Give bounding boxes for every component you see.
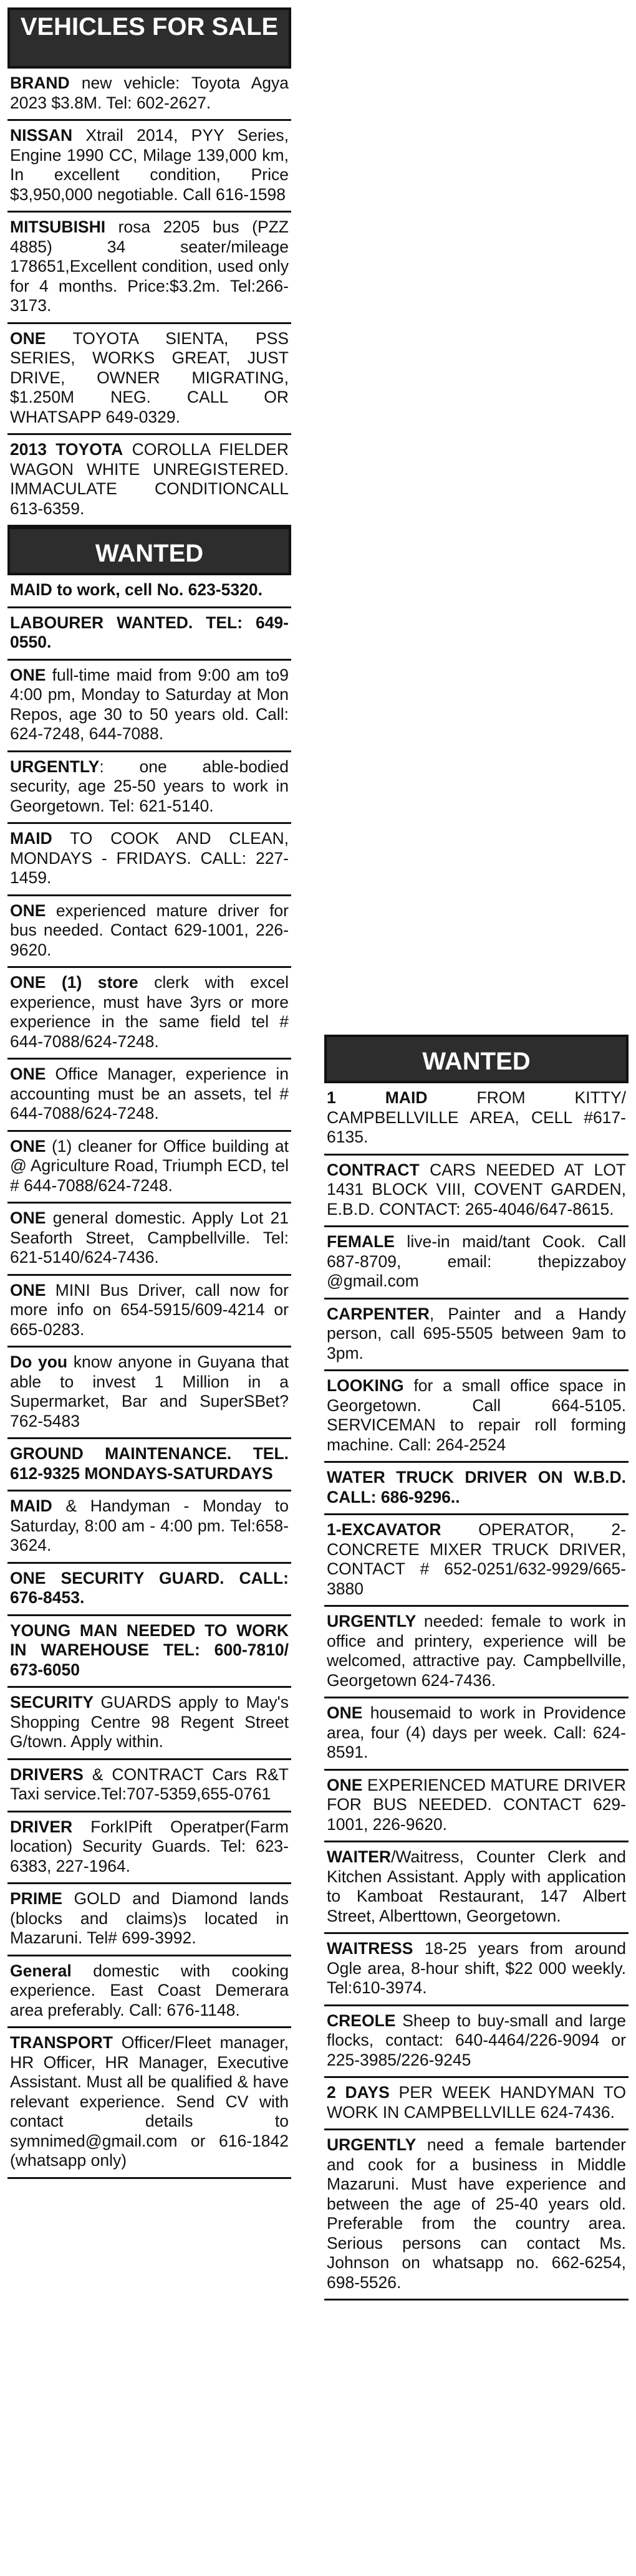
- classified-ad: [7, 1688, 291, 1760]
- ad-lead: ONE: [10, 1280, 46, 1300]
- ad-lead: DRIVERS: [10, 1764, 84, 1784]
- ad-text: needed: female to work in office and printery, experience will be welcomed, attractive pay. Campbellville, Georgetown 624-7436.: [327, 1612, 626, 1690]
- classified-ad: [7, 608, 291, 661]
- ad-lead: ONE: [10, 1065, 46, 1083]
- ad-lead: ONE: [327, 1775, 363, 1794]
- classified-ad: [7, 1060, 291, 1132]
- classified-ad: [7, 824, 291, 896]
- classified-ad: [7, 1564, 291, 1616]
- ad-lead: BRAND: [10, 74, 70, 92]
- classified-ad: [7, 1884, 291, 1956]
- ad-lead: ONE: [10, 1136, 46, 1156]
- classified-ad: [7, 324, 291, 436]
- classified-ad: [7, 435, 291, 527]
- classified-ad: [324, 1463, 629, 1515]
- wanted-header-right: WANTED: [324, 1035, 629, 1083]
- ad-text: live-in maid/tant Cook. Call 687-8709, email: thepizzaboy @gmail.com: [327, 1232, 626, 1290]
- classified-ad: [324, 1083, 629, 1156]
- ad-lead: NISSAN: [10, 126, 73, 145]
- classified-ad: [7, 896, 291, 969]
- ad-lead: URGENTLY: [327, 2135, 417, 2154]
- classified-ad: [324, 1227, 629, 1300]
- ad-text: & CONTRACT Cars R&T Taxi service.Tel:707-5359,655-0761: [10, 1764, 289, 1803]
- classified-ad: [324, 1698, 629, 1771]
- classified-ad: [7, 968, 291, 1060]
- wanted-header-left: WANTED: [7, 527, 291, 575]
- ad-lead: URGENTLY: [10, 757, 100, 776]
- classified-ad: [324, 2006, 629, 2079]
- ad-text: GROUND MAINTENANCE. TEL. 612-9325 MONDAYS-SATURDAYS: [10, 1444, 289, 1483]
- ad-text: rosa 2205 bus (PZZ 4885) 34 seater/mileage 178651,Excellent condition, used only for 4 months. Price:$3.2m. Tel:266-3173.: [10, 218, 289, 315]
- classified-ad: [324, 1371, 629, 1463]
- ad-text: full-time maid from 9:00 am to9 4:00 pm, Monday to Saturday at Mon Repos, age 30 to 50 years old. Call: 624-7248, 644-7088.: [10, 665, 289, 743]
- classified-ad: [7, 1491, 291, 1564]
- ad-text: (1) cleaner for Office building at @ Agriculture Road, Triumph ECD, tel # 644-7088/624-7248.: [10, 1136, 289, 1195]
- ad-text: MINI Bus Driver, call now for more info on 654-5915/609-4214 or 665-0283.: [10, 1280, 289, 1339]
- ad-lead: CREOLE: [327, 2011, 396, 2030]
- ad-text: & Handyman - Monday to Saturday, 8:00 am - 4:00 pm. Tel:658-3624.: [10, 1496, 289, 1554]
- classified-ad: [7, 213, 291, 324]
- classified-ad: [7, 1276, 291, 1348]
- ad-text: Officer/Fleet manager, HR Officer, HR Manager, Executive Assistant. Must all be qualified & have relevant experience. Send CV with contact details to symnimed@gmail.com or 616-1842 (whatsapp only): [10, 2033, 289, 2170]
- ad-lead: ONE: [327, 1703, 363, 1722]
- classified-ad: [7, 752, 291, 825]
- ad-lead: FEMALE: [327, 1232, 395, 1251]
- ad-lead: MAID: [10, 829, 52, 848]
- ad-text: ForkIPift Operatper(Farm location) Security Guards. Tel: 623-6383, 227-1964.: [10, 1817, 289, 1875]
- ad-text: general domestic. Apply Lot 21 Seaforth Street, Campbellville. Tel: 621-5140/624-7436.: [10, 1209, 289, 1266]
- ad-lead: CARPENTER: [327, 1304, 430, 1323]
- ad-text: new vehicle: Toyota Agya 2023 $3.8M. Tel: 602-2627.: [10, 74, 289, 112]
- ad-lead: SECURITY: [10, 1693, 94, 1712]
- ad-text: experienced mature driver for bus needed. Contact 629-1001, 226-9620.: [10, 901, 289, 959]
- ad-text: need a female bartender and cook for a business in Middle Mazaruni. Must have experience and between the age of 25-40 years old. Preferable from the country area. Serious persons can contact Ms. Johnson on whatsapp no. 662-6254, 698-5526.: [327, 2135, 626, 2292]
- classified-ad: [324, 1515, 629, 1607]
- classified-ad: [7, 1956, 291, 2029]
- ad-text: housemaid to work in Providence area, four (4) days per week. Call: 624-8591.: [327, 1703, 626, 1761]
- ad-text: domestic with cooking experience. East Coast Demerara area preferably. Call: 676-1148.: [10, 1961, 289, 2019]
- ad-text: WATER TRUCK DRIVER ON W.B.D. CALL: 686-9296..: [327, 1468, 626, 1506]
- right-column: [324, 1035, 629, 2301]
- ad-text: EXPERIENCED MATURE DRIVER FOR BUS NEEDED. CONTACT 629-1001, 226-9620.: [327, 1775, 626, 1834]
- classified-ad: [7, 1439, 291, 1491]
- classified-ad: [324, 1771, 629, 1843]
- ad-lead: ONE (1) store: [10, 973, 138, 992]
- classified-ad: [7, 1616, 291, 1688]
- classified-ad: [7, 2028, 291, 2179]
- ad-text: TOYOTA SIENTA, PSS SERIES, WORKS GREAT, JUST DRIVE, OWNER MIGRATING, $1.250M NEG. CALL OR WHATSAPP 649-0329.: [10, 328, 289, 426]
- ad-lead: 1-EXCAVATOR: [327, 1520, 441, 1539]
- ad-lead: 1 MAID: [327, 1088, 428, 1107]
- classified-ad: [7, 1204, 291, 1276]
- ad-lead: TRANSPORT: [10, 2033, 113, 2052]
- ad-lead: ONE: [10, 1209, 46, 1227]
- ad-text: clerk with excel experience, must have 3yrs or more experience in the same field tel # 644-7088/624-7248.: [10, 973, 289, 1051]
- ad-text: YOUNG MAN NEEDED TO WORK IN WAREHOUSE TEL: 600-7810/ 673-6050: [10, 1621, 289, 1679]
- classified-ad: [7, 1132, 291, 1204]
- wanted-list-right: [324, 1083, 629, 2301]
- ad-text: FROM KITTY/ CAMPBELLVILLE AREA, CELL #617-6135.: [327, 1088, 626, 1146]
- ad-lead: 2013 TOYOTA: [10, 440, 123, 459]
- classified-ad: [324, 2078, 629, 2130]
- ad-text: PER WEEK HANDYMAN TO WORK IN CAMPBELLVILLE 624-7436.: [327, 2083, 627, 2122]
- ad-text: CARS NEEDED AT LOT 1431 BLOCK VIII, COVENT GARDEN, E.B.D. CONTACT: 265-4046/647-8615.: [327, 1160, 626, 1219]
- ad-text: /Waitress, Counter Clerk and Kitchen Assistant. Apply with application to Kamboat Restaurant, 147 Albert Street, Alberttown, Georgetown.: [327, 1847, 626, 1925]
- ad-text: GUARDS apply to May's Shopping Centre 98 Regent Street G/town. Apply within.: [10, 1693, 289, 1751]
- ad-lead: ONE: [10, 901, 46, 920]
- ad-lead: PRIME: [10, 1889, 62, 1908]
- ad-lead: MITSUBISHI: [10, 218, 106, 236]
- ad-text: know anyone in Guyana that able to invest 1 Million in a Supermarket, Bar and SuperSBet? 762-5483: [10, 1353, 289, 1430]
- classified-ad: [7, 69, 291, 121]
- classified-ad: [324, 1842, 629, 1934]
- classified-ad: [7, 575, 291, 608]
- classified-ad: [324, 1607, 629, 1698]
- ad-text: MAID to work, cell No. 623-5320.: [10, 580, 263, 599]
- classified-ad: [7, 1348, 291, 1439]
- ad-text: TO COOK AND CLEAN, MONDAYS - FRIDAYS. CALL: 227-1459.: [10, 829, 289, 887]
- classified-ad: [324, 1300, 629, 1372]
- ad-text: ONE SECURITY GUARD. CALL: 676-8453.: [10, 1568, 289, 1607]
- ad-lead: ONE: [10, 328, 46, 348]
- classified-ad: [324, 1934, 629, 2006]
- ad-lead: ONE: [10, 665, 46, 684]
- ad-text: COROLLA FIELDER WAGON WHITE UNREGISTERED. IMMACULATE CONDITIONCALL 613-6359.: [10, 440, 289, 518]
- ad-text: OPERATOR, 2- CONCRETE MIXER TRUCK DRIVER, CONTACT # 652-0251/632-9929/665-3880: [327, 1520, 626, 1598]
- ad-text: LABOURER WANTED. TEL: 649-0550.: [10, 613, 289, 651]
- classified-ad: [324, 2130, 629, 2301]
- classified-ad: [7, 121, 291, 213]
- ad-lead: LOOKING: [327, 1376, 404, 1395]
- ad-lead: URGENTLY: [327, 1612, 417, 1630]
- left-column: [7, 7, 291, 2179]
- classified-ad: [7, 1812, 291, 1885]
- wanted-list-left: [7, 575, 291, 2179]
- ad-lead: Do you: [10, 1353, 68, 1371]
- vehicles-list: [7, 69, 291, 527]
- ad-text: : one able-bodied security, age 25-50 years to work in Georgetown. Tel: 621-5140.: [10, 757, 289, 815]
- vehicles-for-sale-header: VEHICLES FOR SALE: [7, 7, 291, 69]
- ad-lead: WAITER: [327, 1847, 392, 1866]
- ad-lead: MAID: [10, 1496, 52, 1515]
- ad-lead: CONTRACT: [327, 1160, 420, 1179]
- classified-ad: [7, 1760, 291, 1812]
- ad-text: Xtrail 2014, PYY Series, Engine 1990 CC, Milage 139,000 km, In excellent condition, Price $3,950,000 negotiable. Call 616-1598: [10, 126, 289, 204]
- ad-lead: General: [10, 1961, 72, 1980]
- ad-lead: 2 DAYS: [327, 2083, 390, 2102]
- ad-lead: DRIVER: [10, 1817, 73, 1836]
- ad-text: GOLD and Diamond lands (blocks and claims)s located in Mazaruni. Tel# 699-3992.: [10, 1889, 289, 1947]
- ad-text: Office Manager, experience in accounting must be an assets, tel # 644-7088/624-7248.: [10, 1065, 289, 1123]
- classified-ad: [324, 1156, 629, 1228]
- ad-text: , Painter and a Handy person, call 695-5505 between 9am to 3pm.: [327, 1304, 626, 1362]
- ad-text: Sheep to buy-small and large flocks, contact: 640-4464/226-9094 or 225-3985/226-9245: [327, 2011, 626, 2069]
- classified-ad: [7, 661, 291, 752]
- ad-lead: WAITRESS: [327, 1939, 413, 1958]
- ad-text: 18-25 years from around Ogle area, 8-hour shift, $22 000 weekly. Tel:610-3974.: [327, 1939, 626, 1997]
- ad-text: for a small office space in Georgetown. Call 664-5105. SERVICEMAN to repair roll forming machine. Call: 264-2524: [327, 1376, 626, 1454]
